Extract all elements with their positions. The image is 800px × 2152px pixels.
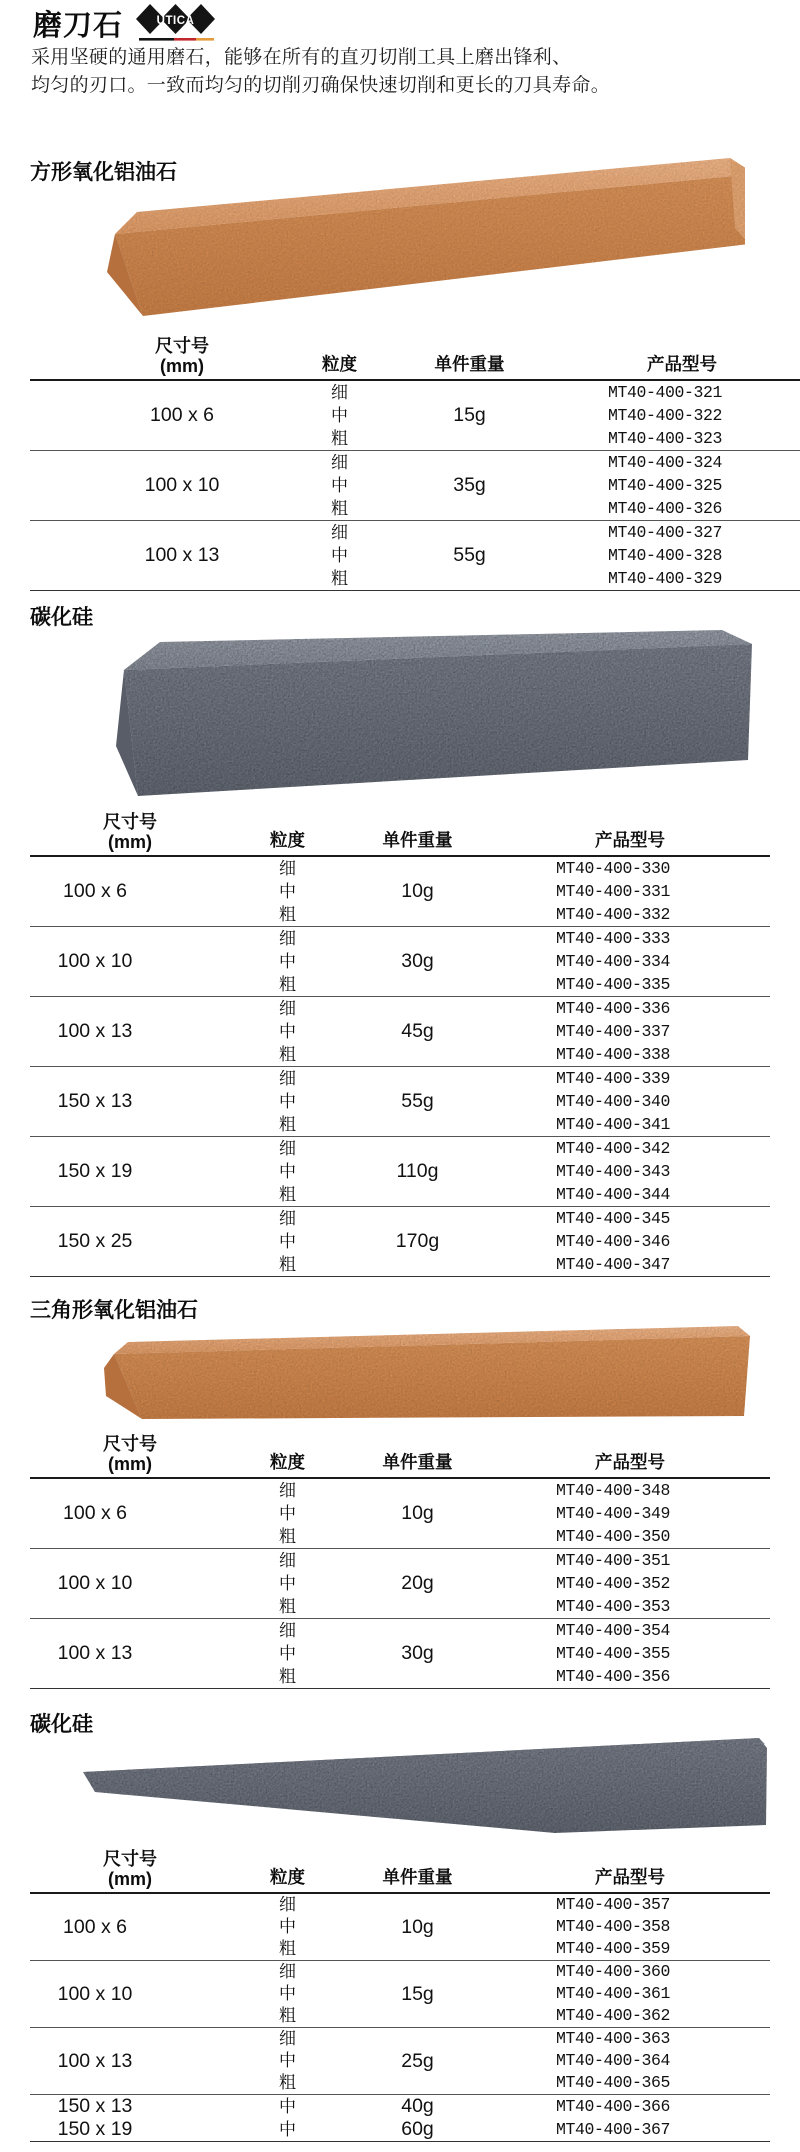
grit-cell: 粗: [279, 1255, 296, 1274]
col-header-size-unit: (mm): [160, 356, 204, 376]
grit-cell: 细: [282, 451, 397, 475]
model-number-cell: MT40-400-363: [490, 2028, 770, 2051]
model-number-cell: MT40-400-329: [608, 569, 723, 588]
grit-cell: 中: [279, 1917, 296, 1936]
logo-bar-amber: [196, 38, 214, 41]
model-number-cell: MT40-400-332: [556, 905, 671, 924]
model-number-cell: MT40-400-364: [556, 2051, 671, 2070]
model-number-cell: MT40-400-323: [608, 429, 723, 448]
size-cell: 100 x 10: [30, 1549, 230, 1619]
model-number-cell: MT40-400-330: [556, 859, 671, 878]
weight-cell: 55g: [397, 521, 542, 591]
product-photo-orange-square: [85, 150, 745, 327]
col-header-weight: 单件重量: [397, 330, 542, 380]
weight-cell: 40g: [345, 2095, 490, 2119]
col-header-size-unit: (mm): [108, 1869, 152, 1889]
model-number-cell: MT40-400-341: [556, 1115, 671, 1134]
grit-cell: 细: [230, 1067, 345, 1091]
grit-cell: 中: [279, 1162, 296, 1181]
table-row: [30, 1961, 770, 1984]
size-cell: 150 x 13: [30, 2095, 230, 2119]
col-header-grit: 粒度: [282, 330, 397, 380]
page-title: 磨刀石: [33, 10, 124, 42]
size-cell: 100 x 6: [63, 880, 127, 902]
logo-bar-red: [174, 38, 196, 41]
col-header-grit: 粒度: [230, 1843, 345, 1893]
spec-table-header: [30, 806, 770, 856]
size-cell: 100 x 10: [30, 927, 230, 997]
table-row: [30, 1067, 770, 1091]
grit-cell: 粗: [279, 1597, 296, 1616]
model-number-cell: MT40-400-348: [556, 1481, 671, 1500]
table-row: [30, 2118, 770, 2142]
model-number-cell: MT40-400-366: [490, 2095, 770, 2119]
weight-cell: 110g: [345, 1137, 490, 1207]
grit-cell: 中: [279, 1574, 296, 1593]
grit-cell: 细: [230, 1619, 345, 1643]
col-header-size: [30, 1843, 230, 1893]
table-row: [30, 1478, 770, 1502]
spec-table-body: [30, 1478, 770, 1689]
grit-cell: 中: [279, 2051, 296, 2070]
utica-brand-logo: [136, 4, 215, 42]
spec-table: [30, 1428, 770, 1689]
model-number-cell: MT40-400-322: [608, 406, 723, 425]
weight-cell: 10g: [401, 1915, 434, 1938]
model-number-cell: MT40-400-360: [490, 1961, 770, 1984]
table-row: [30, 521, 800, 545]
section-title: 三角形氧化铝油石: [30, 1299, 198, 1322]
description-line: 均匀的刃口。一致而均匀的切削刃确保快速切削和更长的刀具寿命。: [31, 74, 611, 96]
weight-cell: 55g: [345, 1067, 490, 1137]
col-header-weight: 单件重量: [345, 1843, 490, 1893]
col-header-grit: 粒度: [230, 806, 345, 856]
weight-cell: 25g: [345, 2028, 490, 2095]
grit-cell: 粗: [279, 905, 296, 924]
section-title: 碳化硅: [30, 1713, 93, 1736]
model-number-cell: MT40-400-337: [556, 1022, 671, 1041]
model-number-cell: MT40-400-365: [556, 2073, 671, 2092]
grit-cell: 中: [331, 476, 348, 495]
model-number-cell: MT40-400-358: [556, 1917, 671, 1936]
model-number-cell: MT40-400-355: [556, 1644, 671, 1663]
model-number-cell: MT40-400-328: [608, 546, 723, 565]
grit-cell: 粗: [279, 1667, 296, 1686]
weight-cell: 170g: [345, 1207, 490, 1277]
weight-cell: 15g: [345, 1961, 490, 2028]
table-row: [30, 1207, 770, 1231]
grit-cell: 粗: [279, 1185, 296, 1204]
orange-triangle-stone-image: [98, 1324, 770, 1420]
model-number-cell: MT40-400-326: [608, 499, 723, 518]
grit-cell: 中: [279, 882, 296, 901]
size-cell: 150 x 25: [30, 1207, 230, 1277]
model-number-cell: MT40-400-338: [556, 1045, 671, 1064]
model-number-cell: MT40-400-342: [490, 1137, 770, 1161]
model-number-cell: MT40-400-321: [608, 383, 723, 402]
col-header-size: [30, 1428, 230, 1478]
grit-cell: 中: [279, 2119, 296, 2139]
model-number-cell: MT40-400-324: [542, 451, 800, 475]
spec-table: [30, 1843, 770, 2142]
col-header-model: 产品型号: [490, 1843, 770, 1893]
model-number-cell: MT40-400-357: [556, 1895, 671, 1914]
model-number-cell: MT40-400-340: [556, 1092, 671, 1111]
model-number-cell: MT40-400-335: [556, 975, 671, 994]
grit-cell: 中: [279, 1504, 296, 1523]
col-header-size-label: 尺寸号: [103, 1849, 157, 1869]
model-number-cell: MT40-400-356: [556, 1667, 671, 1686]
model-number-cell: MT40-400-345: [490, 1207, 770, 1231]
grit-cell: 粗: [279, 1527, 296, 1546]
model-number-cell: MT40-400-336: [490, 997, 770, 1021]
table-row: [30, 1549, 770, 1573]
product-photo-gray-square: [112, 630, 757, 803]
grit-cell: 中: [279, 1092, 296, 1111]
grit-cell: 粗: [279, 1939, 296, 1958]
col-header-model: 产品型号: [490, 806, 770, 856]
model-number-cell: MT40-400-361: [556, 1984, 671, 2003]
weight-cell: 45g: [345, 997, 490, 1067]
size-cell: 100 x 6: [63, 1502, 127, 1524]
model-number-cell: MT40-400-325: [608, 476, 723, 495]
grit-cell: 粗: [331, 569, 348, 588]
model-number-cell: MT40-400-347: [556, 1255, 671, 1274]
table-row: [30, 1619, 770, 1643]
spec-table: [30, 330, 800, 591]
grit-cell: 中: [279, 1984, 296, 2003]
grit-cell: 粗: [279, 2073, 296, 2092]
size-cell: 100 x 6: [150, 404, 214, 426]
col-header-size-label: 尺寸号: [155, 336, 209, 356]
grit-cell: 细: [230, 1207, 345, 1231]
size-cell: 150 x 19: [30, 1137, 230, 1207]
spec-table-body: [30, 380, 800, 591]
grit-cell: 细: [230, 1549, 345, 1573]
size-cell: 100 x 13: [30, 521, 282, 591]
weight-cell: 20g: [345, 1549, 490, 1619]
table-row: [30, 2095, 770, 2119]
col-header-size: [30, 806, 230, 856]
grit-cell: 粗: [279, 1045, 296, 1064]
grit-cell: 细: [230, 2028, 345, 2051]
weight-cell: 15g: [453, 404, 486, 426]
section-title: 碳化硅: [30, 606, 93, 629]
col-header-size: [30, 330, 282, 380]
grit-cell: 细: [279, 859, 296, 878]
model-number-cell: MT40-400-367: [556, 2119, 671, 2139]
model-number-cell: MT40-400-331: [556, 882, 671, 901]
grit-cell: 细: [230, 927, 345, 951]
spec-table-body: [30, 856, 770, 1277]
weight-cell: 35g: [397, 451, 542, 521]
col-header-size-unit: (mm): [108, 1454, 152, 1474]
weight-cell: 30g: [345, 927, 490, 997]
product-description: [31, 44, 776, 99]
col-header-model: 产品型号: [490, 1428, 770, 1478]
weight-cell: 60g: [401, 2118, 434, 2140]
col-header-size-unit: (mm): [108, 832, 152, 852]
model-number-cell: MT40-400-349: [556, 1504, 671, 1523]
model-number-cell: MT40-400-354: [490, 1619, 770, 1643]
table-row: [30, 451, 800, 475]
table-row: [30, 927, 770, 951]
grit-cell: 粗: [331, 499, 348, 518]
weight-cell: 30g: [345, 1619, 490, 1689]
table-row: [30, 2028, 770, 2051]
spec-table-header: [30, 330, 800, 380]
model-number-cell: MT40-400-351: [490, 1549, 770, 1573]
size-cell: 100 x 10: [30, 1961, 230, 2028]
size-cell: 100 x 13: [30, 997, 230, 1067]
grit-cell: 细: [279, 1895, 296, 1914]
grit-cell: 细: [230, 1137, 345, 1161]
orange-square-stone-image: [85, 150, 745, 322]
model-number-cell: MT40-400-352: [556, 1574, 671, 1593]
weight-cell: 10g: [401, 880, 434, 902]
model-number-cell: MT40-400-362: [556, 2006, 671, 2025]
logo-brand-text: UTICA: [156, 15, 195, 27]
grit-cell: 中: [279, 1644, 296, 1663]
table-row: [30, 1893, 770, 1916]
grit-cell: 中: [230, 2095, 345, 2119]
grit-cell: 中: [279, 952, 296, 971]
grit-cell: 细: [282, 521, 397, 545]
section-title: 方形氧化铝油石: [30, 161, 177, 184]
grit-cell: 粗: [279, 2006, 296, 2025]
size-cell: 150 x 13: [30, 1067, 230, 1137]
table-row: [30, 380, 800, 404]
table-row: [30, 856, 770, 880]
col-header-grit: 粒度: [230, 1428, 345, 1478]
col-header-size-label: 尺寸号: [103, 1434, 157, 1454]
model-number-cell: MT40-400-353: [556, 1597, 671, 1616]
col-header-size-label: 尺寸号: [103, 812, 157, 832]
grit-cell: 中: [279, 1022, 296, 1041]
grit-cell: 中: [331, 546, 348, 565]
model-number-cell: MT40-400-339: [490, 1067, 770, 1091]
spec-table-header: [30, 1843, 770, 1893]
col-header-weight: 单件重量: [345, 806, 490, 856]
col-header-weight: 单件重量: [345, 1428, 490, 1478]
model-number-cell: MT40-400-333: [490, 927, 770, 951]
grit-cell: 中: [279, 1232, 296, 1251]
model-number-cell: MT40-400-359: [556, 1939, 671, 1958]
size-cell: 150 x 19: [57, 2118, 133, 2140]
table-row: [30, 997, 770, 1021]
size-cell: 100 x 13: [30, 1619, 230, 1689]
gray-square-stone-image: [112, 630, 757, 798]
weight-cell: 10g: [401, 1502, 434, 1524]
spec-table-body: [30, 1893, 770, 2142]
gray-triangle-stone-image: [75, 1734, 770, 1834]
product-photo-orange-triangle: [98, 1324, 770, 1425]
model-number-cell: MT40-400-350: [556, 1527, 671, 1546]
logo-bar-black: [139, 38, 174, 41]
spec-table-header: [30, 1428, 770, 1478]
col-header-model: 产品型号: [542, 330, 800, 380]
size-cell: 100 x 6: [63, 1915, 127, 1938]
grit-cell: 粗: [279, 1115, 296, 1134]
model-number-cell: MT40-400-346: [556, 1232, 671, 1251]
table-row: [30, 1137, 770, 1161]
grit-cell: 细: [331, 383, 348, 402]
size-cell: 100 x 13: [30, 2028, 230, 2095]
spec-table: [30, 806, 770, 1277]
size-cell: 100 x 10: [30, 451, 282, 521]
grit-cell: 中: [331, 406, 348, 425]
grit-cell: 粗: [331, 429, 348, 448]
grit-cell: 粗: [279, 975, 296, 994]
grit-cell: 细: [279, 1481, 296, 1500]
model-number-cell: MT40-400-344: [556, 1185, 671, 1204]
grit-cell: 细: [230, 997, 345, 1021]
description-line: 采用坚硬的通用磨石，能够在所有的直刃切削工具上磨出锋利、: [31, 47, 572, 68]
model-number-cell: MT40-400-334: [556, 952, 671, 971]
model-number-cell: MT40-400-327: [542, 521, 800, 545]
grit-cell: 细: [230, 1961, 345, 1984]
model-number-cell: MT40-400-343: [556, 1162, 671, 1181]
product-photo-gray-triangle: [75, 1734, 770, 1839]
